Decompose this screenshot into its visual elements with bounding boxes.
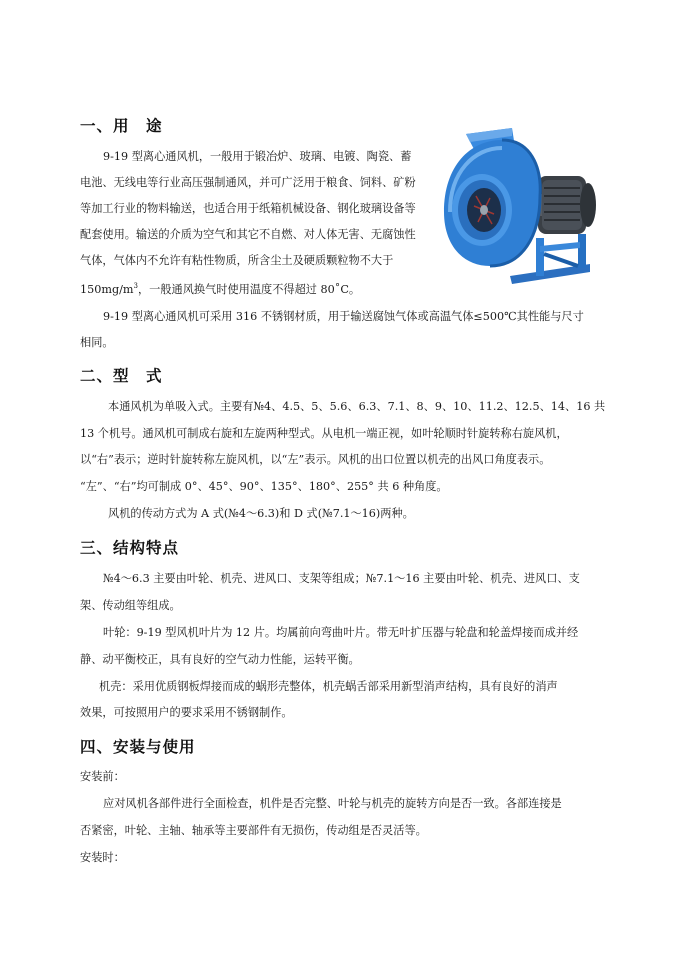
paragraph-line: “左”、“右”均可制成 0°、45°、90°、135°、180°、255° 共 6 种角度。 <box>80 480 448 493</box>
paragraph-line: 风机的传动方式为 A 式(№4～6.3)和 D 式(№7.1～16)两种。 <box>108 507 414 520</box>
paragraph-line: 相同。 <box>80 336 114 349</box>
section-heading-usage: 一、用 途 <box>80 117 163 135</box>
paragraph-line: 9-19 型离心通风机可采用 316 不锈钢材质，用于输送腐蚀气体或高温气体≤500℃其性能与尺寸 <box>103 310 584 323</box>
paragraph-line: 9-19 型离心通风机，一般用于锻冶炉、玻璃、电镀、陶瓷、蓄 <box>103 150 412 163</box>
subheading-before-install: 安装前： <box>80 770 125 783</box>
section-heading-installation: 四、安装与使用 <box>80 738 196 756</box>
paragraph-line: 架、传动组等组成。 <box>80 599 181 612</box>
paragraph-line <box>80 283 360 298</box>
paragraph-line: 等加工行业的物料输送，也适合用于纸箱机械设备、钢化玻璃设备等 <box>80 202 416 215</box>
paragraph-line: 13 个机号。通风机可制成右旋和左旋两种型式。从电机一端正视，如叶轮顺时针旋转称右旋风机， <box>80 427 568 440</box>
paragraph-line: №4～6.3 主要由叶轮、机壳、进风口、支架等组成；№7.1～16 主要由叶轮、机壳、进风口、支 <box>103 572 580 585</box>
paragraph-line: 以“右”表示；逆时针旋转称左旋风机，以“左”表示。风机的出口位置以机壳的出风口角度表示。 <box>80 453 551 466</box>
section-heading-structure: 三、结构特点 <box>80 539 180 557</box>
paragraph-line: 应对风机各部件进行全面检查，机件是否完整、叶轮与机壳的旋转方向是否一致。各部连接是 <box>103 797 562 810</box>
paragraph-line: 本通风机为单吸入式。主要有№4、4.5、5、5.6、6.3、7.1、8、9、10、11.2、12.5、14、16 共 <box>108 400 606 413</box>
paragraph-line: 机壳：采用优质钢板焊接而成的蜗形壳整体，机壳蜗舌部采用新型消声结构，具有良好的消声 <box>99 680 558 693</box>
paragraph-line: 效果，可按照用户的要求采用不锈钢制作。 <box>80 706 293 719</box>
paragraph-line: 叶轮：9-19 型风机叶片为 12 片。均属前向弯曲叶片。带无叶扩压器与轮盘和轮盖焊接而成并经 <box>103 626 579 639</box>
paragraph-text: ，一般通风换气时使用温度不得超过 80˚C。 <box>137 283 361 296</box>
subheading-during-install: 安装时： <box>80 851 125 864</box>
paragraph-line: 静、动平衡校正，具有良好的空气动力性能，运转平衡。 <box>80 653 360 666</box>
section-heading-type: 二、型 式 <box>80 367 163 385</box>
value-text: 150mg/m <box>80 283 134 296</box>
centrifugal-fan-image <box>440 126 602 284</box>
superscript: 3 <box>133 282 138 290</box>
paragraph-line: 气体，气体内不允许有粘性物质，所含尘土及硬质颗粒物不大于 <box>80 254 394 267</box>
paragraph-line: 否紧密，叶轮、主轴、轴承等主要部件有无损伤，传动组是否灵活等。 <box>80 824 427 837</box>
paragraph-line: 电池、无线电等行业高压强制通风，并可广泛用于粮食、饲料、矿粉 <box>80 176 416 189</box>
paragraph-line: 配套使用。输送的介质为空气和其它不自燃、对人体无害、无腐蚀性 <box>80 228 416 241</box>
